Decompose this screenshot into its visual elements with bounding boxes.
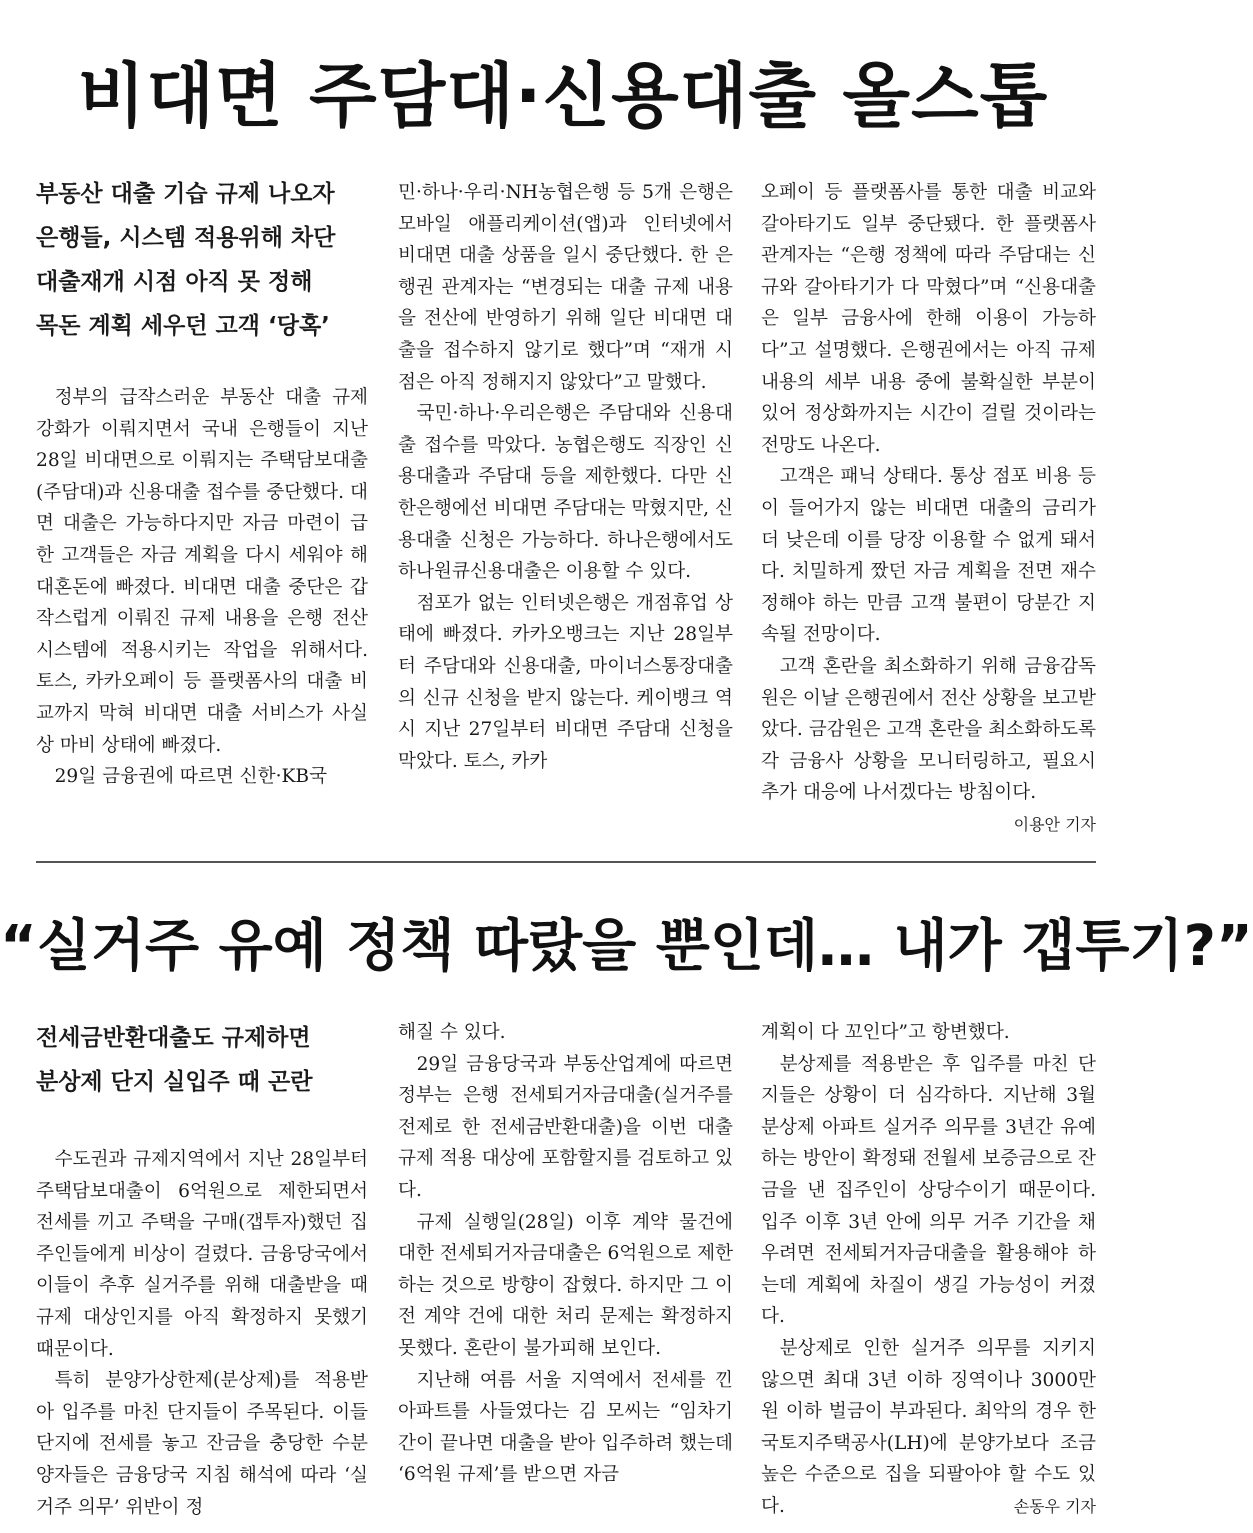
article2-paragraph: 수도권과 규제지역에서 지난 28일부터 주택담보대출이 6억원으로 제한되면서 전세를 끼고 주택을 구매(갭투자)했던 집주인들에게 비상이 걸렸다. 금융당국에서 이들이 추후 실거주를 위해 대출받을 때 규제 대상인지를 아직 확정하지 못했기 때문이다. bbox=[36, 1149, 368, 1360]
article2-paragraph bbox=[761, 1333, 1096, 1523]
article1-col1 bbox=[36, 172, 368, 842]
article2-paragraph: 특히 분양가상한제(분상제)를 적용받아 입주를 마친 단지들이 주목된다. 이들 단지에 전세를 놓고 잔금을 충당한 수분양자들은 금융당국 지침 해석에 따라 ‘실거주 의무’ 위반이 정 bbox=[36, 1370, 368, 1518]
article2-paragraph: 해질 수 있다. bbox=[398, 1022, 506, 1043]
article1-col3 bbox=[761, 177, 1096, 842]
article1-subhead: 부동산 대출 기습 규제 나오자 bbox=[36, 181, 335, 207]
article1-col2 bbox=[398, 177, 733, 842]
article2-paragraph: 29일 금융당국과 부동산업계에 따르면 정부는 은행 전세퇴거자금대출(실거주를 전제로 한 전세금반환대출)을 이번 대출 규제 적용 대상에 포함할지를 검토하고 있다. bbox=[398, 1053, 733, 1201]
article1-paragraph: 정부의 급작스러운 부동산 대출 규제 강화가 이뤄지면서 국내 은행들이 지난 28일 비대면으로 이뤄지는 주택담보대출(주담대)과 신용대출 접수를 중단했다. 대면 대출은 가능하다지만 자금 마련이 급한 고객들은 자금 계획을 다시 세워야 해 대혼돈에 빠졌다. 비대면 대출 중단은 갑작스럽게 이뤄진 규제 내용을 은행 전산 시스템에 적용시키는 작업을 위해서다. 토스, 카카오페이 등 플랫폼사의 대출 비교까지 막혀 비대면 대출 서비스가 사실상 마비 상태에 빠졌다. bbox=[36, 387, 368, 756]
article1-subhead: 목돈 계획 세우던 고객 ‘당혹’ bbox=[36, 313, 330, 339]
article1-paragraph: 오페이 등 플랫폼사를 통한 대출 비교와 갈아타기도 일부 중단됐다. 한 플랫폼사 관계자는 “은행 정책에 따라 주담대는 신규와 갈아타기가 다 막혔다”며 “신용대출은 일부 금융사에 한해 이용이 가능하다”고 설명했다. 은행권에서는 아직 규제 내용의 세부 내용 중에 불확실한 부분이 있어 정상화까지는 시간이 걸릴 것이라는 전망도 나온다. bbox=[761, 182, 1096, 456]
article2-headline: “실거주 유예 정책 따랐을 뿐인데… 내가 갭투기?” bbox=[0, 914, 1253, 979]
article1-subheads bbox=[36, 172, 368, 348]
article2-col3 bbox=[761, 1017, 1096, 1533]
article2-paragraph: 지난해 여름 서울 지역에서 전세를 낀 아파트를 사들였다는 김 모씨는 “임차기간이 끝나면 대출을 받아 입주하려 했는데 ‘6억원 규제’를 받으면 자금 bbox=[398, 1369, 733, 1486]
article1-paragraph: 29일 금융권에 따르면 신한·KB국 bbox=[54, 766, 328, 788]
article1-paragraph: 점포가 없는 인터넷은행은 개점휴업 상태에 빠졌다. 카카오뱅크는 지난 28일부터 주담대와 신용대출, 마이너스통장대출의 신규 신청을 받지 않는다. 케이뱅크 역시 지난 27일부터 비대면 주담대 신청을 막았다. 토스, 카카 bbox=[398, 592, 733, 772]
article2-paragraph: 규제 실행일(28일) 이후 계약 물건에 대한 전세퇴거자금대출은 6억원으로 제한하는 것으로 방향이 잡혔다. 하지만 그 이전 계약 건에 대한 처리 문제는 확정하지 못했다. 혼란이 불가피해 보인다. bbox=[398, 1211, 733, 1359]
article2-col2 bbox=[398, 1017, 733, 1533]
article-divider bbox=[36, 861, 1096, 863]
article1-byline: 이용안 기자 bbox=[1013, 814, 1096, 834]
article1-paragraph bbox=[761, 651, 1096, 834]
article2-paragraph: 계획이 다 꼬인다”고 항변했다. bbox=[761, 1022, 1010, 1043]
article2-subheads bbox=[36, 1016, 368, 1104]
article1-subhead: 대출재개 시점 아직 못 정해 bbox=[36, 269, 313, 295]
article2-col1 bbox=[36, 1016, 368, 1533]
article2-subhead: 전세금반환대출도 규제하면 bbox=[36, 1025, 311, 1051]
article1-subhead: 은행들, 시스템 적용위해 차단 bbox=[36, 225, 336, 251]
article2-paragraph: 분상제를 적용받은 후 입주를 마친 단지들은 상황이 더 심각하다. 지난해 3월 분상제 아파트 실거주 의무를 3년간 유예하는 방안이 확정돼 전월세 보증금으로 잔금을 낸 집주인이 상당수이기 때문이다. 입주 이후 3년 안에 의무 거주 기간을 채우려면 전세퇴거자금대출을 활용해야 하는데 계획에 차질이 생길 가능성이 커졌다. bbox=[761, 1053, 1096, 1328]
article2-paragraph-text: 분상제로 인한 실거주 의무를 지키지 않으면 최대 3년 이하 징역이나 3000만원 이하 벌금이 부과된다. 최악의 경우 한국토지주택공사(LH)에 분양가보다 조금 높은 수준으로 집을 되팔아야 할 수도 있다. bbox=[761, 1337, 1096, 1517]
article1-paragraph: 국민·하나·우리은행은 주담대와 신용대출 접수를 막았다. 농협은행도 직장인 신용대출과 주담대 등을 제한했다. 다만 신한은행에선 비대면 주담대는 막혔지만, 신용대출 신청은 가능하다. 하나은행에서도 하나원큐신용대출은 이용할 수 있다. bbox=[398, 403, 733, 583]
article1-headline: 비대면 주담대·신용대출 올스톱 bbox=[77, 55, 1049, 137]
article2-byline: 손동우 기자 bbox=[1013, 1496, 1096, 1516]
article1-paragraph: 고객은 패닉 상태다. 통상 점포 비용 등이 들어가지 않는 비대면 대출의 금리가 더 낮은데 이를 당장 이용할 수 없게 돼서다. 치밀하게 짰던 자금 계획을 전면 재수정해야 하는 만큼 고객 불편이 당분간 지속될 전망이다. bbox=[761, 466, 1096, 646]
article2-subhead: 분상제 단지 실입주 때 곤란 bbox=[36, 1069, 313, 1095]
article1-paragraph: 민·하나·우리·NH농협은행 등 5개 은행은 모바일 애플리케이션(앱)과 인터넷에서 비대면 대출 상품을 일시 중단했다. 한 은행권 관계자는 “변경되는 대출 규제 내용을 전산에 반영하기 위해 일단 비대면 대출을 접수하지 않기로 했다”며 “재개 시점은 아직 정해지지 않았다”고 말했다. bbox=[398, 182, 733, 393]
article1-paragraph-text: 고객 혼란을 최소화하기 위해 금융감독원은 이날 은행권에서 전산 상황을 보고받았다. 금감원은 고객 혼란을 최소화하도록 각 금융사 상황을 모니터링하고, 필요시 추가 대응에 나서겠다는 방침이다. bbox=[761, 655, 1096, 804]
